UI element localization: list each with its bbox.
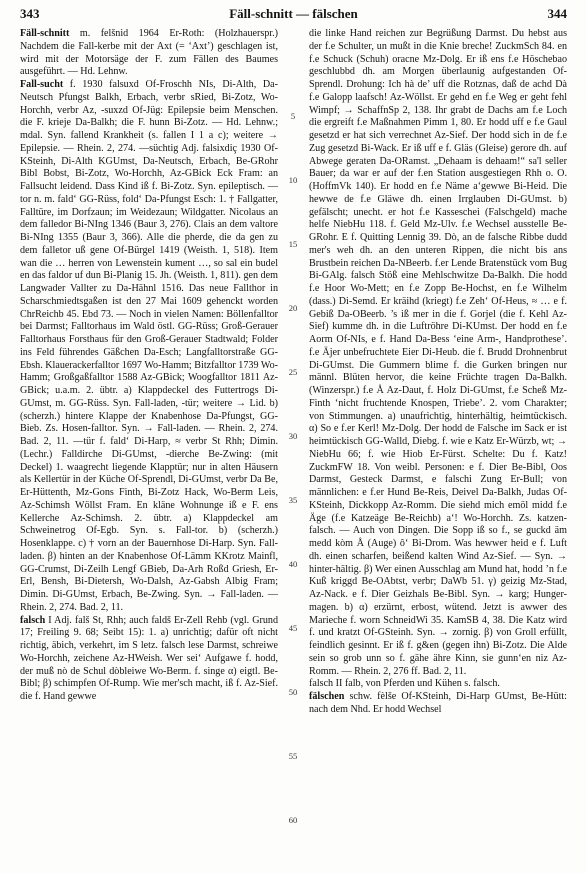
entry-faell-schnitt [20, 28, 278, 79]
entry-body: schw. fèlše Of-KSteinh, Di-Harp GUmst, Be-Hütt: nach dem Nhd. Er hodd Wechsel [309, 691, 567, 715]
line-number: 20 [288, 303, 298, 313]
line-number: 55 [288, 751, 298, 761]
entry-body: m. felšnid 1964 Er-Roth: (Holzhauerspr.) Nachdem die Fall-kerbe mit der Axt (= ‘Axt’) geschlagen ist, wird mit der Motorsäge der F. zum Fällen des Baumes ausgeführt. — Hd. Lehnw. [20, 28, 278, 78]
entry-faelschen [309, 691, 567, 717]
line-number: 45 [288, 623, 298, 633]
line-number: 50 [288, 687, 298, 697]
line-number: 60 [288, 815, 298, 825]
entry-headword: fälschen [309, 691, 345, 702]
entry-body: falsch II falb, von Pferden und Kühen s. falsch. [309, 678, 500, 690]
page-number-left: 343 [20, 6, 40, 21]
entry-headword: Fäll-schnitt [20, 28, 70, 39]
line-number: 30 [288, 431, 298, 441]
entry-body: I Adj. falš St, Rhh; auch faldš Er-Zell Rehb (vgl. Grund 17; Freiling 9. 68; Seibt 15): 1. a) unrichtig; dafür oft nicht richtig, äbich, verkehrt, im S letz. falsch lese Darmst, schreiwe Wo-Horchh, zeichene Az-HWeish. Wer sei‘ Aufgawe f. hodd, der muß nò de Schul dòbleiwe Wo-Berm. f. singe α) eigtl. Be-Bibl; β) schimpfen Of-Rump. Wie mer'sch macht, iß f. Az-Sief. die f. Hand gewwe [20, 614, 278, 702]
page-header [20, 6, 567, 28]
entry-falsch-i [20, 615, 278, 704]
running-head: Fäll-schnitt — fälschen [229, 6, 358, 21]
entry-body: die linke Hand reichen zur Begrüßung Darmst. Du hebst aus der f.e Schulter, un mußt in die Knie breche! ZuckmSch 84. en f.e Schuck (Schuh) oracne Mz-Dolg. Er iß ens f.e Höschebao geschlubbd dh. am Morgen überlaunig aufgestanden Of-Sprendl. Drohung: Ich hà de’ uff die Rotznas, daß de achd Dà f.e Galopp laafsch! Az-Wöllst. Er gehd en f.e Weg er geht fehl Wimpf; → SchaffnSp 2, 138. Ihr grabt de Dachs am f.e Loch die ergreift f.e Maßnahmen Pimm 1, 80. Er hodd uff e f.e Gaul gesetzd er hat sich verrechnet Az-Sief. Der hodd sich in de f.e Zug gesetzd Bi-Wack. Er iß uff e f. Gläs (Gleise) gerore dh. auf Abwege geraten Da-ORamst. „Dehaam is dehaam!“ sa'l seller Bauer; da war er auf der f.en Station ausgestiegen Rhh o. O. (HoffmVk 140). Er hodd en f.e Näme a‘gewwe Bi-Heid. Die hewwe de f.e Gläwe dh. einen Irrglauben Di-GUmst. b) gefälscht; unecht. er hot f.e Kasseschei (Falschgeld) mache helfe NiebHu 118. f. Geld Mz-Ulv. f.e Wechsel ausstelle Be-GRohr. E f. Quitting Lennig 39. Dò, an de falsche Ribbe dudd mer's weh dh. an den unteren Rippen, die nicht bis ans Brustbein reichen Da-NBeerb. f.er Lende Bratenstück vom Bug Bi-GAlg. falsch Stöß eine Mehlschwitze Da-Balkh. Die hodd f.e Hoor Wo-Mett; en f.e Zopp Be-Hochst, en f.e Wilhelm (dass.) Di-Semd. Er kräihd (kriegt) f.e Zeh‘ Of-Heus, ≈ … e f. Gebiß Da-OBeerb. ’s iß mer in die f. Gorjel (die f. Kehl Az-Sief) kumme dh. in die Luftröhre Di-KUmst. Der hodd en f.e Aorm Of-NIs, e f. Hand Da-Bess ‘eine Arm-, Handprothese’. f.e Äjer unbefruchtete Eier Di-Heub. die f. Brudd Drohnenbrut Di-GUmst. Die Gummern blime f. die Gurken bringen nur männl. Blüten hervor, die keine Früchte tragen Da-Balkh. (Winzerspr.) f.e Å Az-Daut, f. Holz Di-GUmst, f.e Scheß Mz-Finth ‘nicht fruchtende Knospen, Triebe’. 2. vom Charakter; von Stimmungen. a) unaufrichtig, hinterhältig, heimtückisch. α) So e f.er Kerl! Mz-Dolg. Der hodd de Falsche im Sack er ist heimtückisch GG-Walld, Diebg. f. wie e Katz Er-Würzb, wt; → NiebHu 66; f. wie Hiob Er-Fürst. Schelte: Du f. Katz! ZuckmFW 18. Von weibl. Personen: e f. Dier Be-Bibl, Oos Darmst, Gesteck Darmst, e falschi Zung Er-Bull; von männlichen: e f.er Hund Be-Reis, Deivel Da-Balkh, Judas Of-KSteinh, Dickkopp Az-Romm. Die siehd mich emöl midd f.e Äge (f.e Katzeäge Be-Reichb) a‘! Wo-Horchh. Zs. katzen-falsch. — Auch von Dingen. Die Sopp iß so f., se guckd äm medd kòm Å (Auge) ô‘ Bi-Drom. Was hewwer heid e f. Luft dh. einen scharfen, beißend kalten Wind Az-Sief. — Syn. → hinter-hältig. β) Wer einen Ausschlag am Mund hat, hodd ’n f.e Kuß kriggd Be-OAbtst, verbr; DaWb 51. γ) geizig Mz-Stad, Az-Nack. e f. Dier Geizhals Be-Bibl. Syn. → karg; Hunger-magen. b) α) erzürnt, erbost, wütend. Jetzt is awwer des Marieche f. worn SchneidWi 35. KamSB 4, 38. Die Katz wird f. und kratzt Of-GSteinh. Syn. → zornig. β) von Groll erfüllt, feindlich gesinnt. Er iß f. g&en (gegen ihn) Bi-Zotz. Die Alde sein so grob unn so f. gähe ähre Kinn, sie gunn‘en niz Az-Romm. — Rhein. 2, 276 ff. Bad. 2, 11. [309, 28, 567, 677]
line-number: 35 [288, 495, 298, 505]
line-number: 40 [288, 559, 298, 569]
entry-falsch-ii [309, 678, 567, 691]
left-column [20, 28, 278, 866]
right-column [309, 28, 567, 866]
entry-falsch-i-continued [309, 28, 567, 678]
line-number-gutter [281, 28, 305, 866]
line-number: 15 [288, 239, 298, 249]
line-number: 5 [290, 111, 296, 121]
page-number-right: 344 [547, 6, 567, 21]
entry-headword: falsch [20, 614, 46, 626]
entry-body: f. 1930 falsuxd Of-Froschh NIs, Di-Alth, Da-Neutsch Pfungst Balkh, Erbach, verbr sRied, Bi-Zotz, Wo-Horchh, verbr Az, -suxzd Of-Jüg: Epilepsie beim Menschen. die F. krieje Da-Balkh; die F. hunn Bi-Zotz. — Hd. Lehnw.; mdal. Syn. fallend Krankheit (s. fallen I 1 a c); weitere → Epilepsie. — Rhein. 2, 274. —süchtig Adj. falsixdiç 1930 Of-KSteinh, Di-Alth KGUmst, Da-Neutsch, Erbach, Be-GRohr Bibl Bobst, Bi-Zotz, Wo-Horchh, Az-GBick Eck Fram: an Fallsucht leidend. Dass Kind iß f. Bi-Zotz. Syn. epileptisch. —tor n. m. fald‘ GG-Rüss, fold‘ Da-Pfungst Esch: 1. † Fallgatter, Falltüre, im Dorfzaun; im Weidezaun; Wildgatter. Nicolaus an dem falledor Bi-NIng 1346 (Baur 3, 276). Clais an dem valtore Bi-NIng 1355 (Baur 3, 366). Alle die pherde, die da gen zu dem falletor uß gene Of-Bürgel 1419 (Weisth. 1, 518). Item wan die … herren von Lewenstein kument …, so sal ein budel en das faldor uf dun Bi-Planig 15. Jh. (Weisth. 1, 811). gen dem Langwader Vallter zu Da-Hähnl 1516. Das neue Fallthor in Scharschmiedtsgaßen ist den 27 Mai 1609 gehenckt worden ChrReichb 45. Ebd 73. — Noch in vielen Namen: Böllenfalltor bei Darmst; Falltorhaus im Wald östl. GG-Rüss; Groß-Gerauer Falltorhaus Forsthaus für den Groß-Gerauer Stadtwald; Folder ins Feld führendes Gäßchen Da-Esch; Langfalltorstraße GG-Ebsh. Klauerackerfalltor 1697 Wo-Hamm; Bitzfalltor 1739 Wo-Hamm; Großgaßfalltor 1588 Az-GBick; Woogfalltor 1811 Az-GBick; u.a.m. 2. übtr. a) Klappdeckel des Futtertrogs Di-GUmst, m. GG-Rüss. Syn. Fall-laden, -tür; weitere → Lid. b) (scherzh.) hintere Klappe der Knabenhose Da-Pfungst, GG-Bieb. Zs. Hosen-falltor. Syn. → Fall-laden. — Rhein. 2, 274. Bad. 2, 11. —tür f. fald‘ Di-Harp, ≈ verbr St Rhh; Dimin. (Lechr.) Falldirche Di-GUmst, -dierche Be-Zwing: (mit Deckel) 1. waagrecht liegende Klapptür; nur in alten Häusern als Kellertür in der Küche Of-Sprendl, Di-GUmst, verbr Da Be, Er-Hüttenth, Mz-Gons Finth, Bi-Zotz Hack, Wo-Berm Leis, Az-Schimsh Wöllst Fram. En kläne Wohnunge iß e F. ens Kellerche Az-Schimsh. 2. übtr. a) Klappdeckel am Schweinetrog Of-Egb. Syn. s. Fall-tor. b) (scherzh.) Hosenklappe. c) † vorn an der Bauernhose Di-Harp. Syn. Fall-laden. β) hinten an der Knabenhose Of-Lämm KKrotz Mainfl, GG-Crumst, Di-Zeilh Lengf GBieb, Da-Arh Roßd Griesh, Er-Erl, Bensh, Bi-Dietersh, Wo-Dalsh, Az-Gabsh Albig Fram; Dimin. Di-GUmst, Erbach, Be-Zwing. Syn. → Fall-laden. — Rhein. 2, 274. Bad. 2, 11. [20, 79, 278, 613]
line-number: 25 [288, 367, 298, 377]
line-number: 10 [288, 175, 298, 185]
entry-headword: Fall-sucht [20, 79, 64, 90]
entry-fall-sucht [20, 79, 278, 615]
